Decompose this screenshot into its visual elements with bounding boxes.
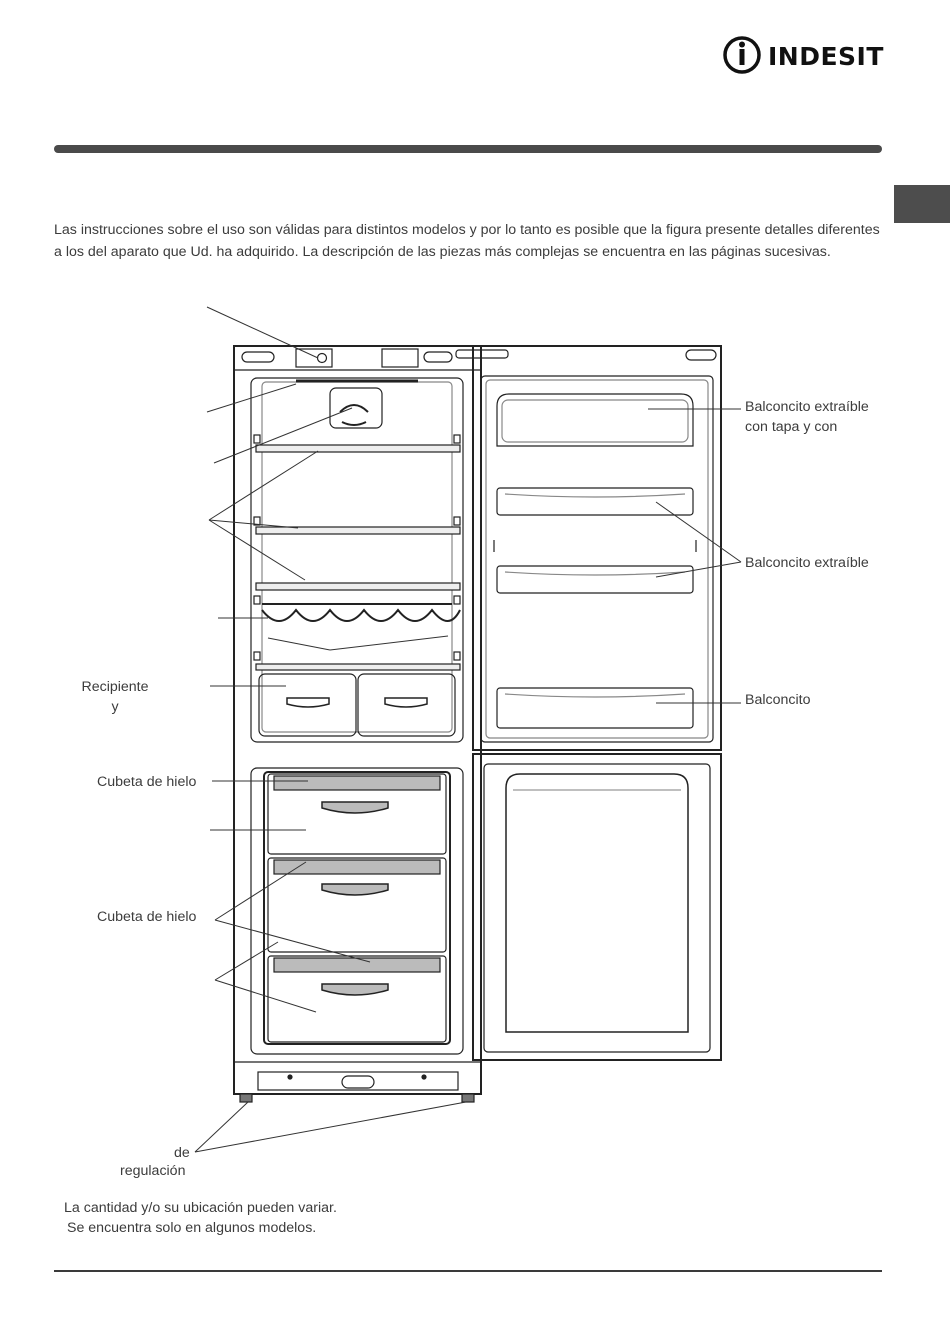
label-balconcito-tapa-line1: Balconcito extraíble xyxy=(745,399,869,415)
footer-rule xyxy=(54,1270,882,1272)
label-de: de xyxy=(174,1145,190,1161)
note-cantidad: La cantidad y/o su ubicación pueden variar. xyxy=(64,1200,337,1216)
label-balconcito-tapa-line2: con tapa y con xyxy=(745,419,838,435)
label-balconcito-extraible: Balconcito extraíble xyxy=(745,555,869,571)
label-recipiente xyxy=(72,677,158,717)
svg-text:INDESIT: INDESIT xyxy=(768,42,884,71)
label-recipiente-line1: Recipiente xyxy=(81,679,149,695)
label-cubeta-hielo-1: Cubeta de hielo xyxy=(97,774,197,790)
label-recipiente-line2: y xyxy=(111,699,119,715)
intro-paragraph: Las instrucciones sobre el uso son válidas para distintos modelos y por lo tanto es posible que la figura presente detalles diferentes a los del aparato que Ud. ha adquirido. La descripción de las piezas más complejas se encuentra en las páginas sucesivas. xyxy=(54,222,880,260)
label-regulacion: regulación xyxy=(120,1163,186,1179)
note-modelos: Se encuentra solo en algunos modelos. xyxy=(67,1220,317,1236)
label-balconcito: Balconcito xyxy=(745,692,811,708)
label-cubeta-hielo-2: Cubeta de hielo xyxy=(97,909,197,925)
label-balconcito-tapa xyxy=(745,397,869,437)
